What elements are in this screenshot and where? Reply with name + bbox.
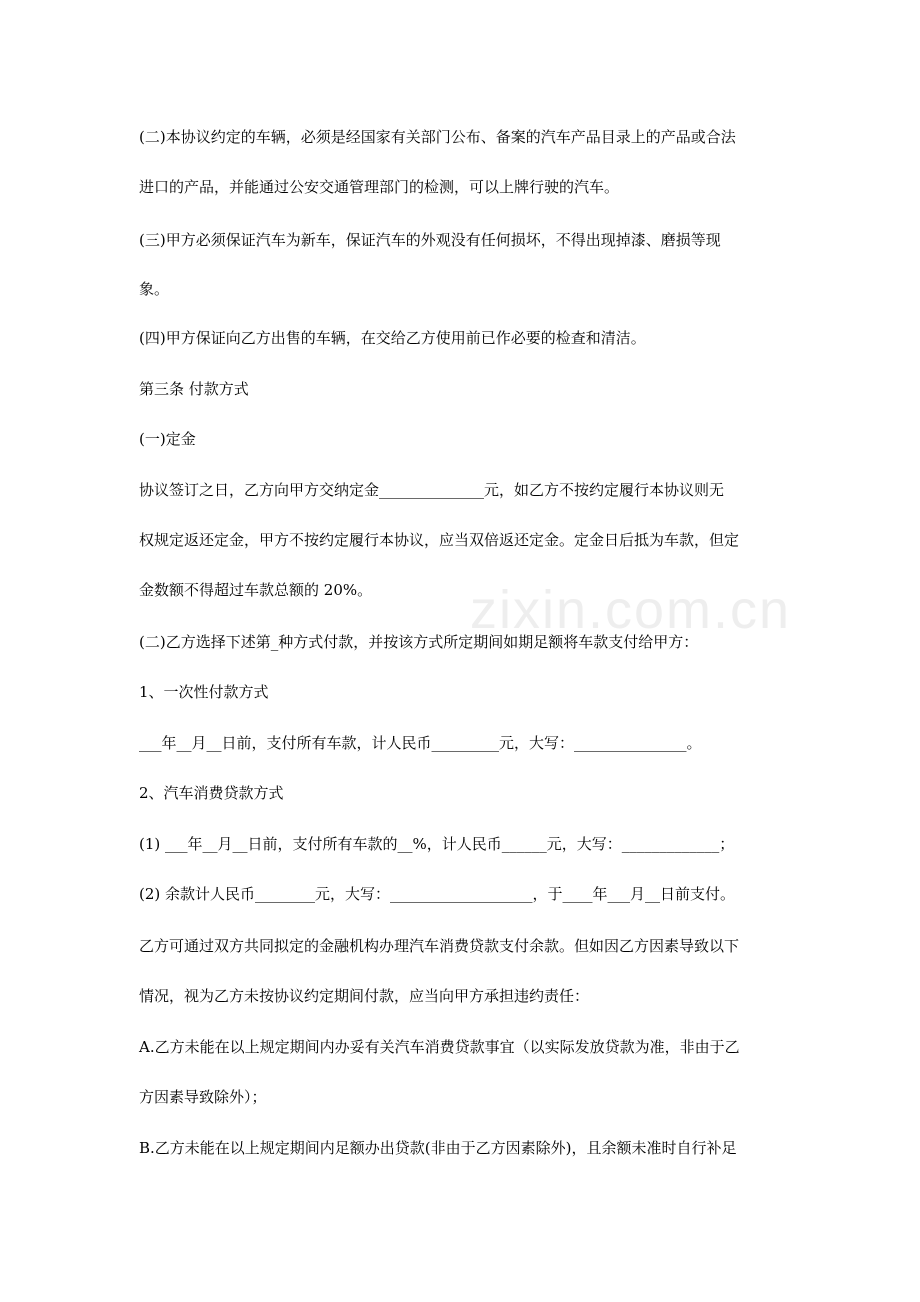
watermark: zixin.com.cn (470, 580, 792, 640)
condition-b-line-1: B.乙方未能在以上规定期间内足额办出贷款(非由于乙方因素除外)，且余额未准时自行补足 (139, 1139, 737, 1157)
deposit-line-1: 协议签订之日，乙方向甲方交纳定金______________元，如乙方不按约定履行本协议则无 (139, 481, 725, 499)
loan-note-line-1: 乙方可通过双方共同拟定的金融机构办理汽车消费贷款支付余款。但如因乙方因素导致以下 (139, 937, 740, 955)
deposit-line-3: 金数额不得超过车款总额的 20%。 (139, 581, 373, 599)
clause-3-line-2: 象。 (139, 280, 170, 298)
clause-2-line-2: 进口的产品，并能通过公安交通管理部门的检测，可以上牌行驶的汽车。 (139, 178, 620, 196)
clause-3-line-1: (三)甲方必须保证汽车为新车，保证汽车的外观没有任何损坏，不得出现掉漆、磨损等现 (139, 231, 721, 249)
clause-4-line: (四)甲方保证向乙方出售的车辆，在交给乙方使用前已作必要的检查和清洁。 (139, 329, 646, 347)
deposit-line-2: 权规定返还定金，甲方不按约定履行本协议，应当双倍返还定金。定金日后抵为车款，但定 (139, 531, 740, 549)
lump-sum-line: ___年__月__日前，支付所有车款，计人民币_________元，大写：_______________。 (139, 734, 702, 752)
condition-a-line-1: A.乙方未能在以上规定期间内办妥有关汽车消费贷款事宜（以实际发放贷款为准，非由于乙 (139, 1038, 740, 1056)
article-3-heading: 第三条 付款方式 (139, 380, 249, 398)
loan-heading: 2、汽车消费贷款方式 (139, 784, 284, 802)
loan-item-1: (1) ___年__月__日前，支付所有车款的__%，计人民币______元，大写：_____________； (139, 835, 735, 853)
lump-sum-heading: 1、一次性付款方式 (139, 683, 269, 701)
loan-item-2: (2) 余款计人民币________元，大写：___________________，于____年___月__日前支付。 (139, 885, 736, 903)
deposit-heading: (一)定金 (139, 430, 196, 448)
loan-note-line-2: 情况，视为乙方未按协议约定期间付款，应当向甲方承担违约责任： (139, 987, 590, 1005)
condition-a-line-2: 方因素导致除外）； (139, 1088, 267, 1106)
clause-2-line-1: (二)本协议约定的车辆，必须是经国家有关部门公布、备案的汽车产品目录上的产品或合法 (139, 128, 736, 146)
payment-choice-line: (二)乙方选择下述第_种方式付款，并按该方式所定期间如期足额将车款支付给甲方： (139, 633, 699, 651)
